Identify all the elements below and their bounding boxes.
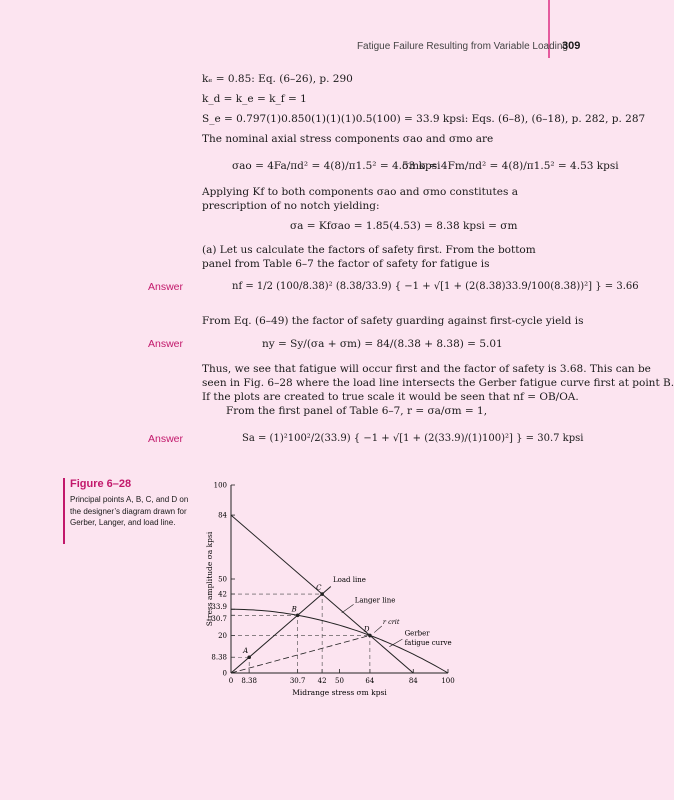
from-eq-text: From Eq. (6–49) the factor of safety guarding against first-cycle yield is <box>202 315 584 327</box>
y-tick-label: 50 <box>218 575 227 584</box>
kc-line: kₑ = 0.85: Eq. (6–26), p. 290 <box>202 73 353 85</box>
point-D <box>368 634 372 638</box>
se-line: S_e = 0.797(1)0.850(1)(1)(1)0.5(100) = 33.9 kpsi: Eqs. (6–8), (6–18), p. 282, p. 287 <box>202 113 646 125</box>
running-title: Fatigue Failure Resulting from Variable Loading <box>356 41 568 52</box>
x-tick-label: 50 <box>335 677 344 685</box>
kd-line: k_d = k_e = k_f = 1 <box>202 93 307 105</box>
x-tick-label: 64 <box>365 677 375 685</box>
point-C <box>320 592 324 596</box>
annotation-fatigue-curve: fatigue curve <box>404 638 452 647</box>
point-label-B: B <box>291 605 297 614</box>
applying-text: Applying Kf to both components σao and σmo constitutes a prescription of no notch yielding: <box>202 186 518 212</box>
point-B <box>296 613 300 617</box>
part-a-text: (a) Let us calculate the factors of safety first. From the bottom panel from Table 6–7 the factor of safety for fatigue is <box>202 244 536 270</box>
load-line <box>231 587 331 673</box>
r-crit-leader <box>374 626 382 633</box>
langer-leader <box>342 604 354 612</box>
page-number: 309 <box>562 40 581 52</box>
thus-line-2: seen in Fig. 6–28 where the load line intersects the Gerber fatigue curve first at point B. <box>202 377 674 389</box>
answer-label-nf: Answer <box>148 281 184 293</box>
annotation-r-crit: r crit <box>382 618 400 627</box>
nf-equation: nf = 1/2 (100/8.38)² (8.38/33.9) { −1 + √[1 + (2(8.38)33.9/100(8.38))²] } = 3.66 <box>232 281 639 292</box>
nominal-text: The nominal axial stress components σao and σmo are <box>202 133 494 145</box>
annotation-load-line: Load line <box>332 576 366 584</box>
x-tick-label: 8.38 <box>241 677 257 685</box>
thus-line-3: If the plots are created to true scale it would be seen that nf = OB/OA. <box>202 391 579 403</box>
ny-equation: ny = Sy/(σa + σm) = 84/(8.38 + 8.38) = 5.01 <box>262 338 503 350</box>
x-tick-label: 42 <box>317 677 327 685</box>
y-tick-label: 84 <box>218 511 227 520</box>
sigma-mo-eq: σmo = 4Fm/πd² = 4(8)/π1.5² = 4.53 kpsi <box>402 160 619 172</box>
from-first-text: From the first panel of Table 6–7, r = σa/σm = 1, <box>226 405 488 417</box>
x-tick-label: 0 <box>228 677 234 685</box>
thus-line-1: Thus, we see that fatigue will occur first and the factor of safety is 3.68. This can be <box>202 363 651 375</box>
figure-title: Figure 6–28 <box>70 478 132 490</box>
figure-caption: Principal points A, B, C, and D on the designer’s diagram drawn for Gerber, Langer, and load line. <box>70 495 189 527</box>
annotation-langer-line: Langer line <box>354 596 396 605</box>
y-tick-label: 0 <box>222 669 227 678</box>
point-label-A: A <box>243 647 249 656</box>
x-axis-label: Midrange stress σm kpsi <box>292 688 387 697</box>
y-tick-label: 20 <box>218 631 227 640</box>
answer-label-sa: Answer <box>148 433 184 445</box>
point-A <box>247 655 251 659</box>
point-label-D: D <box>363 625 370 634</box>
sigma-ao-eq: σao = 4Fa/πd² = 4(8)/π1.5² = 4.53 kpsi <box>232 160 441 172</box>
sa-equation: Sa = (1)²100²/2(33.9) { −1 + √[1 + (2(33.9)/(1)100)²] } = 30.7 kpsi <box>242 433 584 444</box>
y-axis-label: Stress amplitude σa kpsi <box>205 531 214 627</box>
answer-label-ny: Answer <box>148 338 184 350</box>
x-tick-label: 100 <box>441 677 455 685</box>
y-tick-label: 8.38 <box>211 653 227 662</box>
sigma-a-eq: σa = Kfσao = 1.85(4.53) = 8.38 kpsi = σm <box>290 220 518 232</box>
y-tick-label: 30.7 <box>211 614 227 623</box>
point-label-C: C <box>316 584 322 593</box>
annotation-gerber: Gerber <box>404 629 430 638</box>
x-tick-label: 30.7 <box>289 677 306 685</box>
x-tick-label: 84 <box>408 677 418 685</box>
gerber-leader <box>389 639 402 647</box>
r-crit-line <box>231 635 370 673</box>
y-tick-label: 100 <box>213 481 227 490</box>
y-tick-label: 42 <box>218 590 227 599</box>
y-tick-label: 33.9 <box>211 602 227 611</box>
